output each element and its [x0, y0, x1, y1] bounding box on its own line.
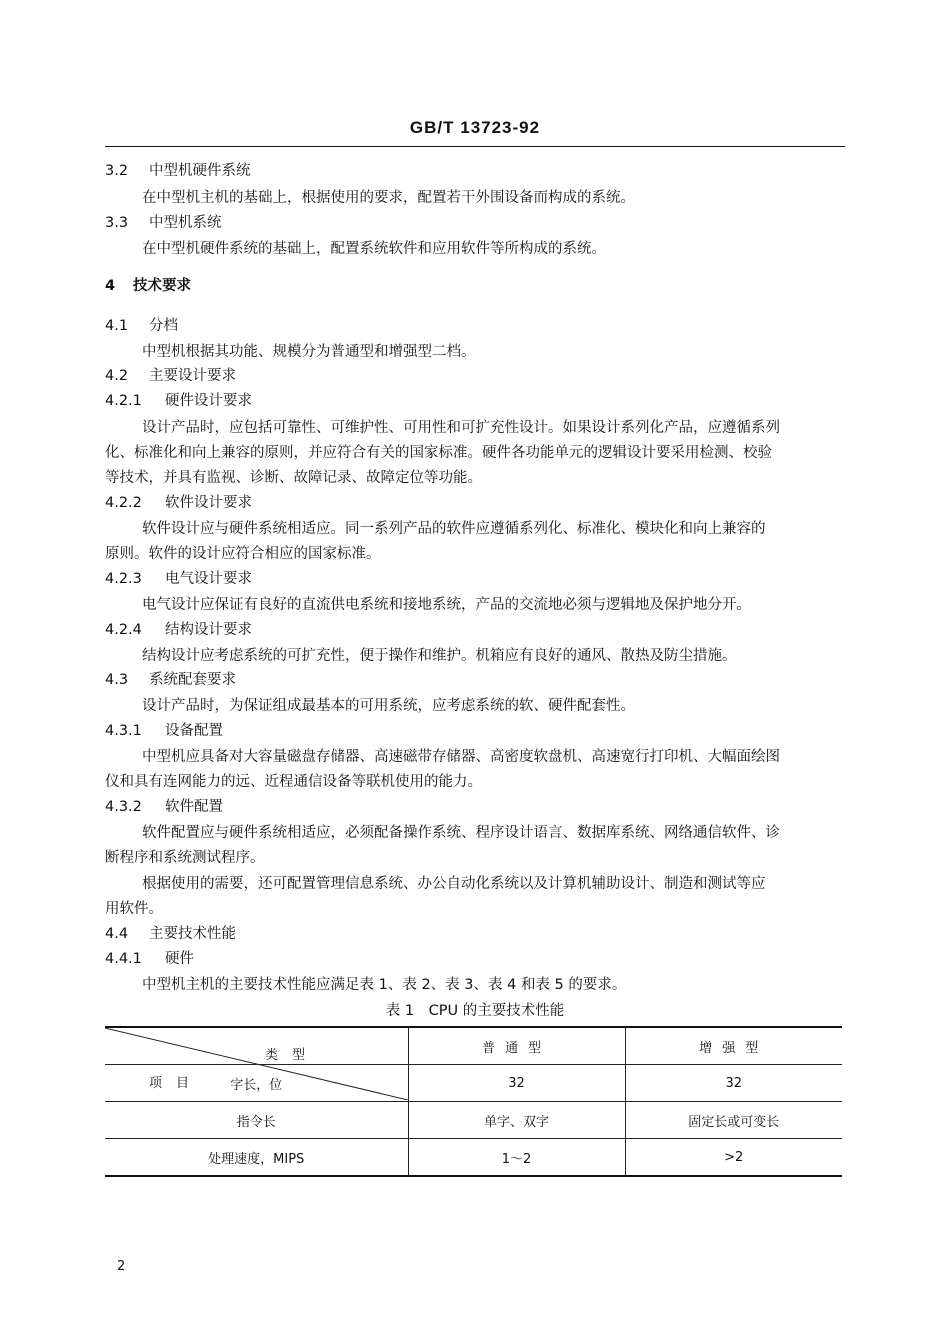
- clause-3-2: [105, 162, 251, 180]
- paragraph-line: 化、标准化和向上兼容的原则，并应符合有关的国家标准。硬件各功能单元的逻辑设计要采用检测、校验: [105, 445, 772, 461]
- row-normal-value: 单字、双字: [408, 1102, 625, 1139]
- clause-title: 主要技术性能: [149, 926, 236, 942]
- clause-4-3-1: [105, 722, 223, 740]
- clause-3-3: [105, 214, 222, 232]
- clause-4-2-2: [105, 494, 252, 512]
- page-number: 2: [117, 1259, 126, 1274]
- clause-4-2-3: [105, 570, 252, 588]
- table-header-row: [105, 1027, 842, 1065]
- clause-4-4: [105, 925, 236, 943]
- clause-title: 分档: [149, 318, 178, 334]
- type-label: 类型: [265, 1048, 320, 1063]
- clause-number: 4.4.1: [105, 951, 142, 967]
- table-row: [105, 1102, 842, 1139]
- row-enhanced-value: 固定长或可变长: [625, 1102, 842, 1139]
- paragraph-line: 中型机应具备对大容量磁盘存储器、高速磁带存储器、高密度软盘机、高速宽行打印机、大幅面绘图: [142, 749, 780, 765]
- header-rule: [105, 146, 845, 147]
- paragraph-line: 设计产品时，应包括可靠性、可维护性、可用性和可扩充性设计。如果设计系列化产品，应遵循系列: [142, 420, 780, 436]
- section-title: 技术要求: [133, 278, 191, 294]
- row-enhanced-value: 32: [625, 1065, 842, 1102]
- clause-number: 4.2.1: [105, 393, 142, 409]
- clause-4-3-2: [105, 798, 223, 816]
- row-enhanced-value: >2: [625, 1139, 842, 1177]
- item-label: 项目: [149, 1076, 204, 1091]
- clause-title: 中型机硬件系统: [149, 163, 251, 179]
- paragraph-line: 断程序和系统测试程序。: [105, 850, 265, 866]
- clause-title: 系统配套要求: [149, 672, 236, 688]
- standard-code-header: GB/T 13723-92: [409, 118, 541, 137]
- clause-title: 硬件设计要求: [165, 393, 252, 409]
- table-caption: 表 1 CPU 的主要技术性能: [385, 1003, 565, 1019]
- paragraph-line: 软件设计应与硬件系统相适应。同一系列产品的软件应遵循系列化、标准化、模块化和向上兼容的: [142, 521, 766, 537]
- clause-4-2: [105, 367, 236, 385]
- paragraph-line: 电气设计应保证有良好的直流供电系统和接地系统，产品的交流地必须与逻辑地及保护地分开。: [142, 597, 751, 613]
- paragraph-line: 软件配置应与硬件系统相适应，必须配备操作系统、程序设计语言、数据库系统、网络通信软件、诊: [142, 825, 780, 841]
- column-header-enhanced: 增强型: [625, 1027, 842, 1065]
- clause-title: 软件配置: [165, 799, 223, 815]
- paragraph-line: 原则。软件的设计应符合相应的国家标准。: [105, 546, 381, 562]
- row-normal-value: 32: [408, 1065, 625, 1102]
- clause-number: 3.2: [105, 163, 129, 179]
- clause-title: 结构设计要求: [165, 622, 252, 638]
- paragraph-line: 根据使用的需要，还可配置管理信息系统、办公自动化系统以及计算机辅助设计、制造和测试等应: [142, 876, 766, 892]
- clause-number: 4.4: [105, 926, 129, 942]
- clause-number: 4.2.4: [105, 622, 142, 638]
- paragraph-line: 中型机根据其功能、规模分为普通型和增强型二档。: [142, 344, 476, 360]
- clause-4-1: [105, 317, 178, 335]
- column-header-normal: 普通型: [408, 1027, 625, 1065]
- clause-number: 4.1: [105, 318, 129, 334]
- table-row: [105, 1139, 842, 1177]
- clause-4-2-4: [105, 621, 252, 639]
- clause-number: 4.3: [105, 672, 129, 688]
- row-item: 处理速度，MIPS: [105, 1139, 408, 1177]
- clause-4-4-1: [105, 950, 194, 968]
- clause-title: 软件设计要求: [165, 495, 252, 511]
- clause-4-3: [105, 671, 236, 689]
- clause-title: 主要设计要求: [149, 368, 236, 384]
- clause-title: 设备配置: [165, 723, 223, 739]
- clause-number: 4.2.2: [105, 495, 142, 511]
- clause-title: 硬件: [165, 951, 194, 967]
- clause-4-2-1: [105, 392, 252, 410]
- paragraph-line: 在中型机主机的基础上，根据使用的要求，配置若干外围设备而构成的系统。: [142, 190, 635, 206]
- cpu-performance-table: [105, 1026, 842, 1177]
- clause-number: 4.3.1: [105, 723, 142, 739]
- paragraph-line: 设计产品时，为保证组成最基本的可用系统，应考虑系统的软、硬件配套性。: [142, 698, 635, 714]
- paragraph-line: 仪和具有连网能力的远、近程通信设备等联机使用的能力。: [105, 774, 482, 790]
- clause-title: 中型机系统: [149, 215, 222, 231]
- paragraph-line: 结构设计应考虑系统的可扩充性，便于操作和维护。机箱应有良好的通风、散热及防尘措施。: [142, 648, 737, 664]
- section-4-heading: [105, 277, 191, 295]
- clause-number: 4.2.3: [105, 571, 142, 587]
- section-number: 4: [105, 278, 116, 294]
- clause-number: 4.3.2: [105, 799, 142, 815]
- row-item: 字长，位: [105, 1065, 408, 1102]
- row-item: 指令长: [105, 1102, 408, 1139]
- clause-title: 电气设计要求: [165, 571, 252, 587]
- paragraph-line: 在中型机硬件系统的基础上，配置系统软件和应用软件等所构成的系统。: [142, 241, 606, 257]
- paragraph-line: 用软件。: [105, 901, 163, 917]
- row-normal-value: 1～2: [408, 1139, 625, 1177]
- paragraph-line: 中型机主机的主要技术性能应满足表 1、表 2、表 3、表 4 和表 5 的要求。: [142, 977, 627, 993]
- clause-number: 3.3: [105, 215, 129, 231]
- clause-number: 4.2: [105, 368, 129, 384]
- paragraph-line: 等技术，并具有监视、诊断、故障记录、故障定位等功能。: [105, 470, 482, 486]
